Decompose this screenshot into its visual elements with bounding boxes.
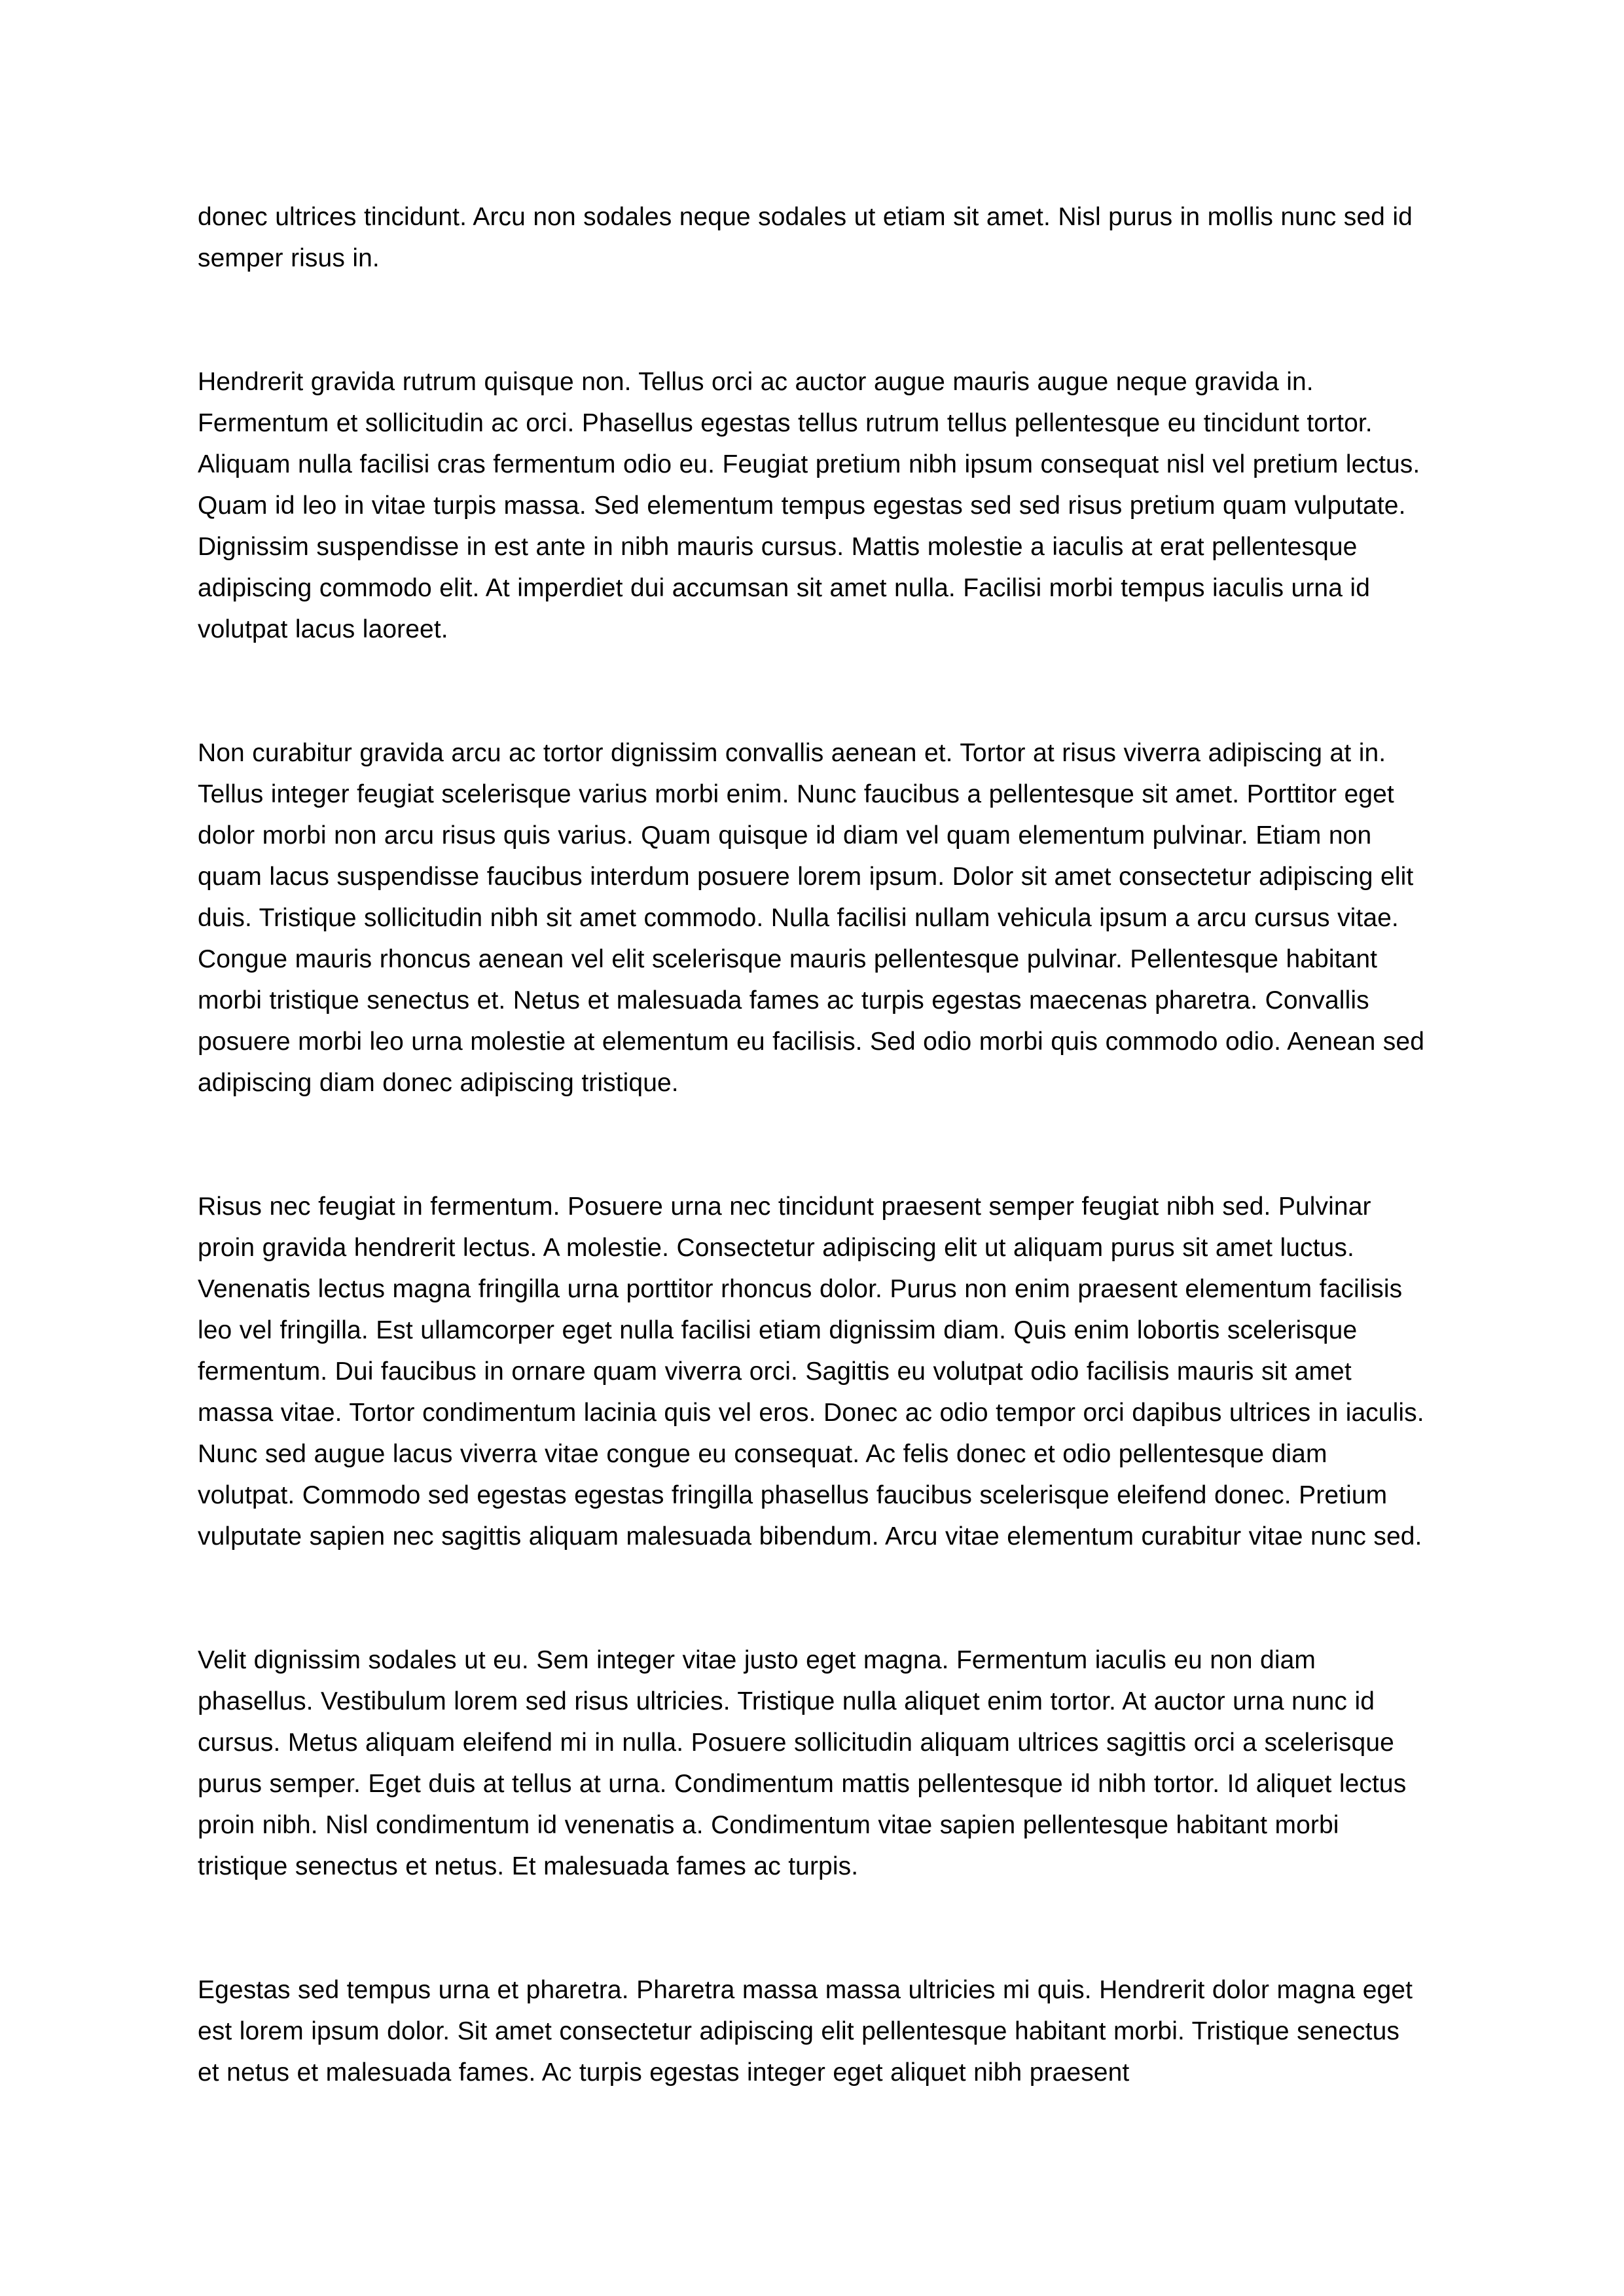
paragraph: donec ultrices tincidunt. Arcu non sodales neque sodales ut etiam sit amet. Nisl purus in mollis nunc sed id semper risus in. [198,203,1413,272]
paragraph: Egestas sed tempus urna et pharetra. Pharetra massa massa ultricies mi quis. Hendrerit dolor magna eget est lorem ipsum dolor. Sit amet consectetur adipiscing elit pellentesque habitant morbi. Tristique senectus et netus et malesuada fames. Ac turpis egestas integer eget aliquet nibh praesent [198,1976,1413,2087]
paragraph: Non curabitur gravida arcu ac tortor dignissim convallis aenean et. Tortor at risus viverra adipiscing at in. Tellus integer feugiat scelerisque varius morbi enim. Nunc faucibus a pellentesque sit amet. Porttitor eget dolor morbi non arcu risus quis varius. Quam quisque id diam vel quam elementum pulvinar. Etiam non quam lacus suspendisse faucibus interdum posuere lorem ipsum. Dolor sit amet consectetur adipiscing elit duis. Tristique sollicitudin nibh sit amet commodo. Nulla facilisi nullam vehicula ipsum a arcu cursus vitae. Congue mauris rhoncus aenean vel elit scelerisque mauris pellentesque pulvinar. Pellentesque habitant morbi tristique senectus et. Netus et malesuada fames ac turpis egestas maecenas pharetra. Convallis posuere morbi leo urna molestie at elementum eu facilisis. Sed odio morbi quis commodo odio. Aenean sed adipiscing diam donec adipiscing tristique. [198,739,1424,1097]
paragraph: Risus nec feugiat in fermentum. Posuere urna nec tincidunt praesent semper feugiat nibh sed. Pulvinar proin gravida hendrerit lectus. A molestie. Consectetur adipiscing elit ut aliquam purus sit amet luctus. Venenatis lectus magna fringilla urna porttitor rhoncus dolor. Purus non enim praesent elementum facilisis leo vel fringilla. Est ullamcorper eget nulla facilisi etiam dignissim diam. Quis enim lobortis scelerisque fermentum. Dui faucibus in ornare quam viverra orci. Sagittis eu volutpat odio facilisis mauris sit amet massa vitae. Tortor condimentum lacinia quis vel eros. Donec ac odio tempor orci dapibus ultrices in iaculis. Nunc sed augue lacus viverra vitae congue eu consequat. Ac felis donec et odio pellentesque diam volutpat. Commodo sed egestas egestas fringilla phasellus faucibus scelerisque eleifend donec. Pretium vulputate sapien nec sagittis aliquam malesuada bibendum. Arcu vitae elementum curabitur vitae nunc sed. [198,1193,1424,1551]
paragraph: Hendrerit gravida rutrum quisque non. Tellus orci ac auctor augue mauris augue neque gravida in. Fermentum et sollicitudin ac orci. Phasellus egestas tellus rutrum tellus pellentesque eu tincidunt tortor. Aliquam nulla facilisi cras fermentum odio eu. Feugiat pretium nibh ipsum consequat nisl vel pretium lectus. Quam id leo in vitae turpis massa. Sed elementum tempus egestas sed sed risus pretium quam vulputate. Dignissim suspendisse in est ante in nibh mauris cursus. Mattis molestie a iaculis at erat pellentesque adipiscing commodo elit. At imperdiet dui accumsan sit amet nulla. Facilisi morbi tempus iaculis urna id volutpat lacus laoreet. [198,368,1420,643]
paragraph: Velit dignissim sodales ut eu. Sem integer vitae justo eget magna. Fermentum iaculis eu non diam phasellus. Vestibulum lorem sed risus ultricies. Tristique nulla aliquet enim tortor. At auctor urna nunc id cursus. Metus aliquam eleifend mi in nulla. Posuere sollicitudin aliquam ultrices sagittis orci a scelerisque purus semper. Eget duis at tellus at urna. Condimentum mattis pellentesque id nibh tortor. Id aliquet lectus proin nibh. Nisl condimentum id venenatis a. Condimentum vitae sapien pellentesque habitant morbi tristique senectus et netus. Et malesuada fames ac turpis. [198,1646,1407,1880]
